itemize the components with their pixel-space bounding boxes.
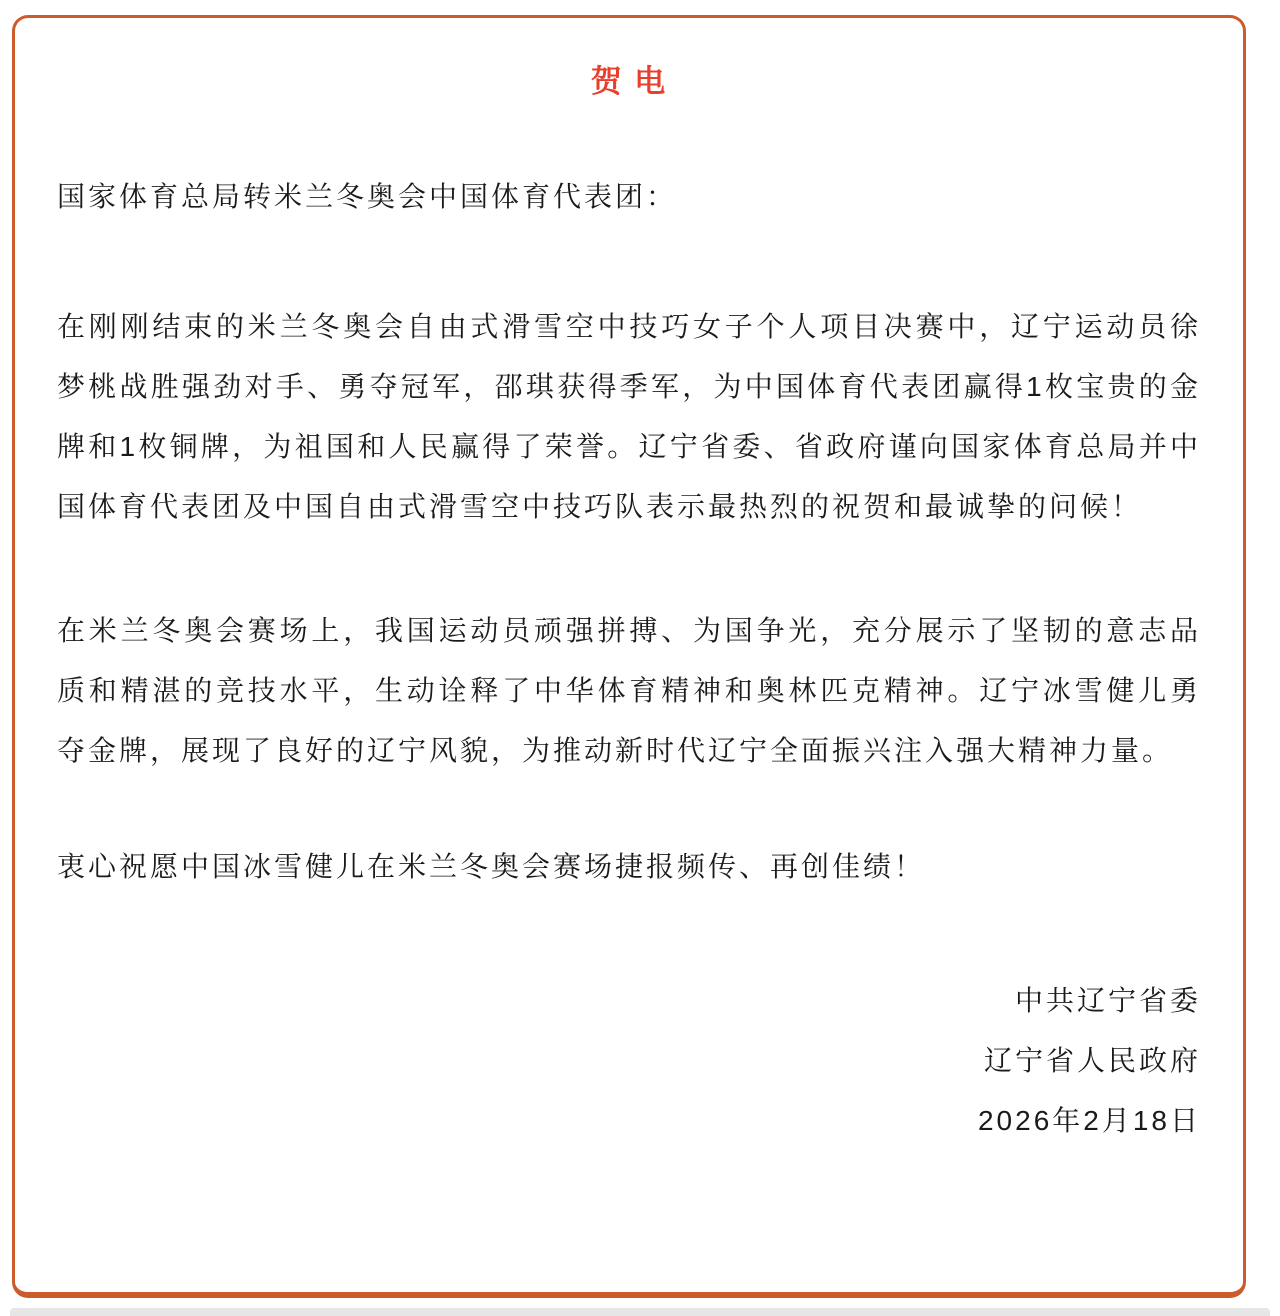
body-paragraph-1: 在刚刚结束的米兰冬奥会自由式滑雪空中技巧女子个人项目决赛中，辽宁运动员徐梦桃战胜强劲对手、勇夺冠军，邵琪获得季军，为中国体育代表团赢得1枚宝贵的金牌和1枚铜牌，为祖国和人民赢得了荣誉。辽宁省委、省政府谨向国家体育总局并中国体育代表团及中国自由式滑雪空中技巧队表示最热烈的祝贺和最诚挚的问候！	[57, 311, 1201, 522]
body-paragraph-3: 衷心祝愿中国冰雪健儿在米兰冬奥会赛场捷报频传、再创佳绩！	[57, 851, 926, 882]
signature-block	[57, 971, 1201, 1151]
bottom-divider-bar	[10, 1308, 1270, 1316]
body-paragraph-2: 在米兰冬奥会赛场上，我国运动员顽强拼搏、为国争光，充分展示了坚韧的意志品质和精湛的竞技水平，生动诠释了中华体育精神和奥林匹克精神。辽宁冰雪健儿勇夺金牌，展现了良好的辽宁风貌，为推动新时代辽宁全面振兴注入强大精神力量。	[57, 615, 1201, 766]
salutation-line: 国家体育总局转米兰冬奥会中国体育代表团：	[57, 181, 678, 212]
signature-org-government: 辽宁省人民政府	[983, 1045, 1201, 1076]
page-title: 贺 电	[590, 64, 668, 99]
signature-date: 2026年2月18日	[977, 1105, 1201, 1136]
signature-org-party: 中共辽宁省委	[1014, 985, 1201, 1016]
telegram-card	[12, 15, 1246, 1298]
